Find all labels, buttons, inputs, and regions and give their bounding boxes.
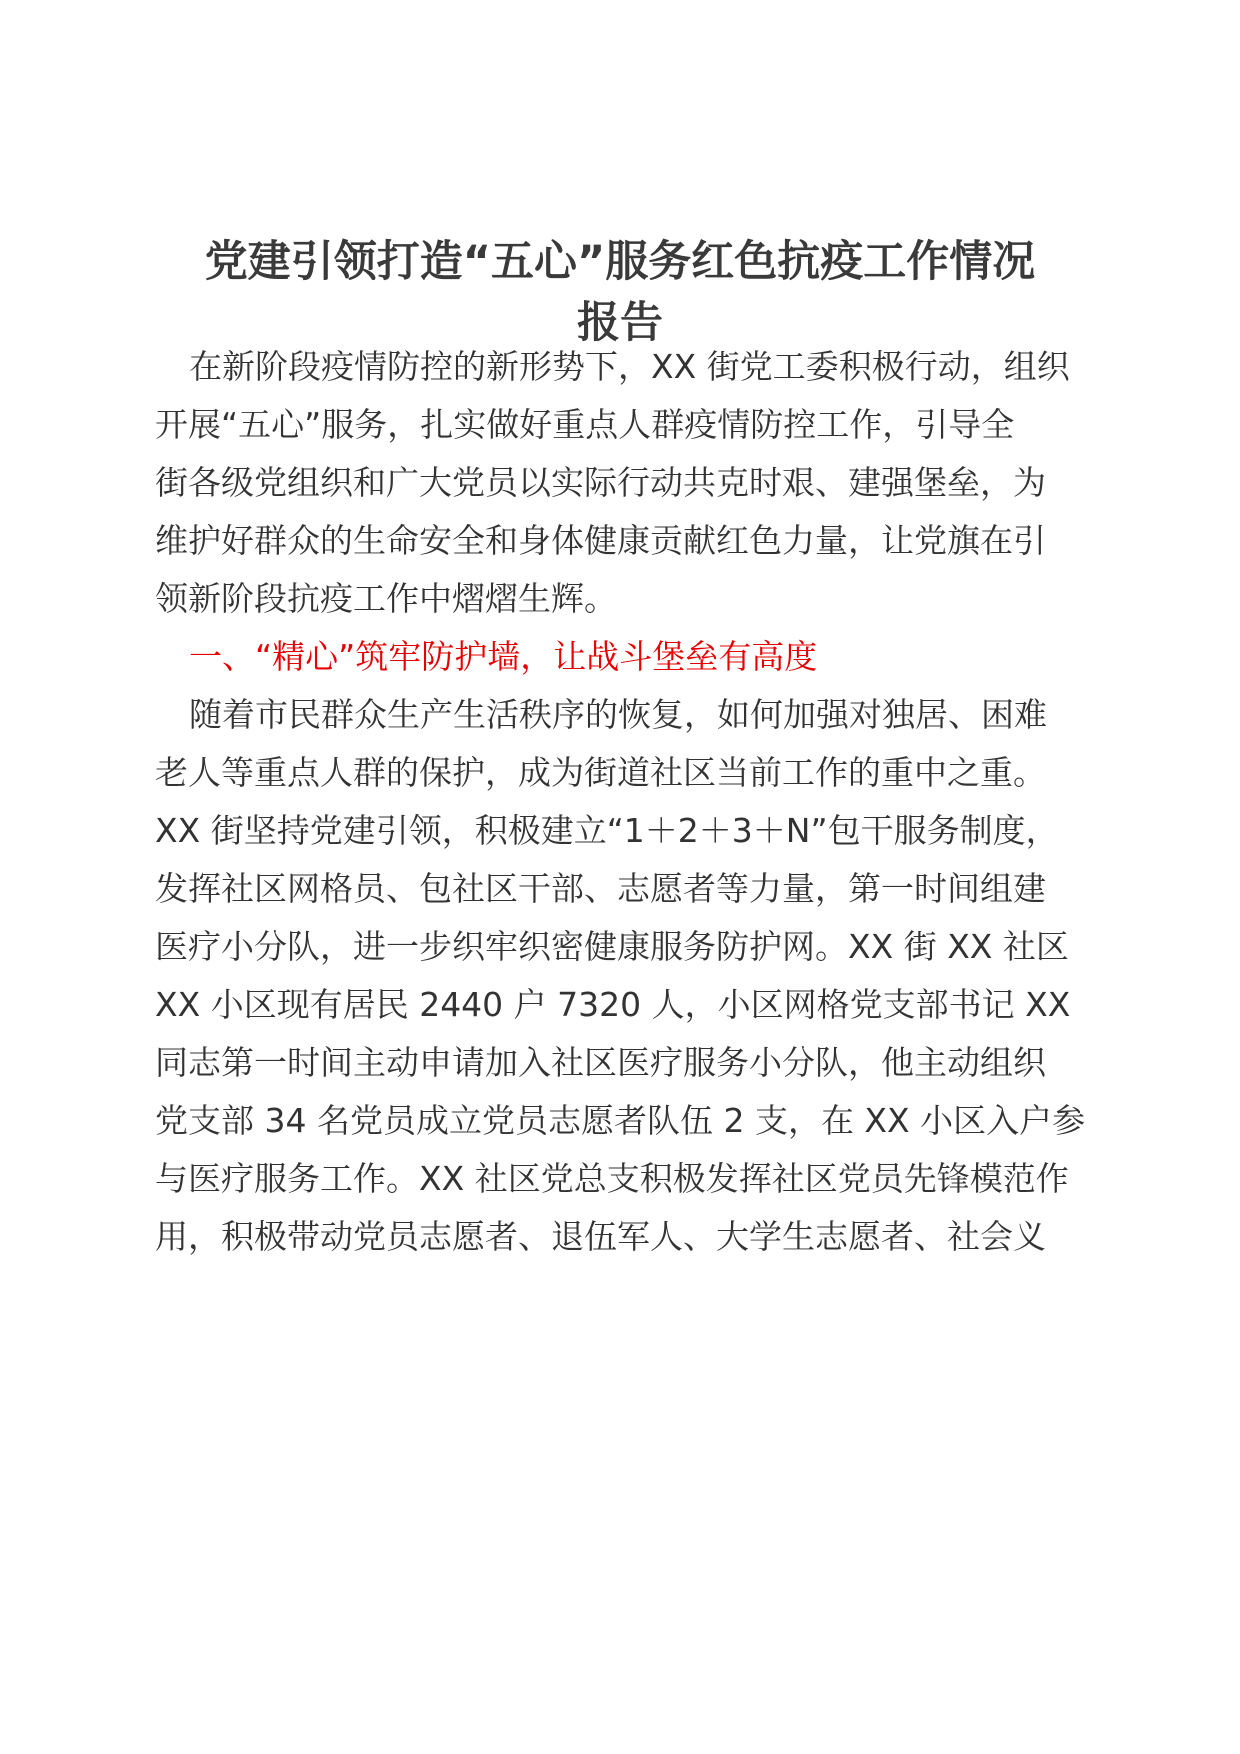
intro-line: 街各级党组织和广大党员以实际行动共克时艰、建强堡垒，为	[155, 463, 1046, 502]
document-title-line1: 党建引领打造“五心”服务红色抗疫工作情况	[204, 237, 1036, 287]
section-line: 党支部 34 名党员成立党员志愿者队伍 2 支，在 XX 小区入户参	[155, 1101, 1086, 1140]
section-line: 发挥社区网格员、包社区干部、志愿者等力量，第一时间组建	[155, 869, 1046, 908]
section-line: 用，积极带动党员志愿者、退伍军人、大学生志愿者、社会义	[155, 1217, 1046, 1256]
section-line: XX 街坚持党建引领，积极建立“1＋2＋3＋N”包干服务制度，	[155, 811, 1059, 850]
section-line: 与医疗服务工作。XX 社区党总支积极发挥社区党员先锋模范作	[155, 1159, 1069, 1198]
section-line: 同志第一时间主动申请加入社区医疗服务小分队，他主动组织	[155, 1043, 1046, 1082]
intro-line: 维护好群众的生命安全和身体健康贡献红色力量，让党旗在引	[155, 521, 1046, 560]
section-heading: 一、“精心”筑牢防护墙，让战斗堡垒有高度	[189, 637, 818, 676]
section-line: 老人等重点人群的保护，成为街道社区当前工作的重中之重。	[155, 753, 1046, 792]
section-line: 随着市民群众生产生活秩序的恢复，如何加强对独居、困难	[189, 695, 1047, 734]
intro-line: 开展“五心”服务，扎实做好重点人群疫情防控工作，引导全	[155, 405, 1015, 444]
section-line: 医疗小分队，进一步织牢织密健康服务防护网。XX 街 XX 社区	[155, 927, 1069, 966]
section-line: XX 小区现有居民 2440 户 7320 人，小区网格党支部书记 XX	[155, 985, 1071, 1024]
intro-line: 在新阶段疫情防控的新形势下，XX 街党工委积极行动，组织	[189, 347, 1070, 386]
document-title-line2: 报告	[577, 298, 663, 348]
intro-line: 领新阶段抗疫工作中熠熠生辉。	[155, 579, 617, 618]
